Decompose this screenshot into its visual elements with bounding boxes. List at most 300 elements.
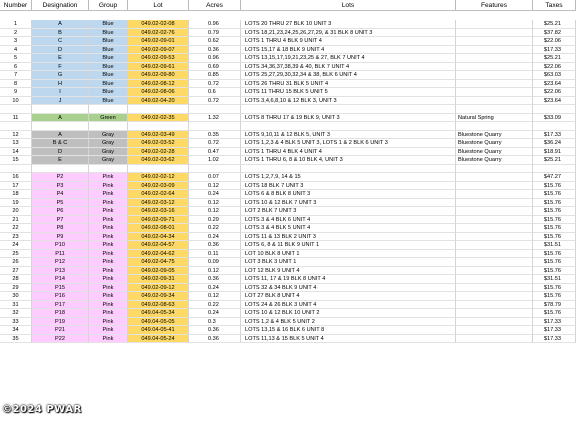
cell-lots[interactable]: LOTS 18,21,23,24,25,26,27,29, & 31 BLK 8 UNIT 3 bbox=[241, 29, 456, 38]
cell-designation[interactable]: P19 bbox=[32, 318, 89, 327]
cell-lot[interactable]: 049.02-09-07 bbox=[128, 46, 189, 55]
cell-lots[interactable]: LOTS 1,2 & 4 BLK 5 UNIT 2 bbox=[241, 318, 456, 327]
cell-designation[interactable]: P16 bbox=[32, 292, 89, 301]
cell-taxes[interactable]: $23.64 bbox=[533, 80, 576, 89]
cell-designation[interactable]: J bbox=[32, 97, 89, 106]
cell-number[interactable]: 7 bbox=[0, 71, 32, 80]
cell-taxes[interactable]: $22.06 bbox=[533, 37, 576, 46]
column-header-lots[interactable]: Lots bbox=[241, 0, 456, 11]
cell-designation[interactable]: B & C bbox=[32, 139, 89, 148]
cell-number[interactable]: 32 bbox=[0, 309, 32, 318]
cell-designation[interactable]: D bbox=[32, 148, 89, 157]
cell-taxes[interactable]: $25.21 bbox=[533, 54, 576, 63]
column-header-number[interactable]: Number bbox=[0, 0, 32, 11]
cell-taxes[interactable]: $63.03 bbox=[533, 71, 576, 80]
cell-designation[interactable]: P3 bbox=[32, 182, 89, 191]
cell-group[interactable]: Pink bbox=[89, 241, 128, 250]
cell-taxes[interactable]: $17.33 bbox=[533, 335, 576, 344]
cell-designation[interactable]: E bbox=[32, 54, 89, 63]
cell-number[interactable]: 16 bbox=[0, 173, 32, 182]
cell-taxes[interactable]: $31.51 bbox=[533, 275, 576, 284]
cell-lots[interactable]: LOTS 32 & 34 BLK 9 UNIT 4 bbox=[241, 284, 456, 293]
cell-group[interactable]: Blue bbox=[89, 29, 128, 38]
cell-lot[interactable]: 049.02-09-71 bbox=[128, 216, 189, 225]
cell-taxes[interactable] bbox=[533, 105, 576, 114]
cell-designation[interactable]: P9 bbox=[32, 233, 89, 242]
cell-group[interactable]: Blue bbox=[89, 54, 128, 63]
cell-designation[interactable]: P21 bbox=[32, 326, 89, 335]
cell-number[interactable]: 29 bbox=[0, 284, 32, 293]
cell-lot[interactable]: 049.02-02-76 bbox=[128, 29, 189, 38]
cell-lot[interactable]: 049.02-02-12 bbox=[128, 173, 189, 182]
cell-taxes[interactable]: $15.76 bbox=[533, 309, 576, 318]
cell-designation[interactable]: P7 bbox=[32, 216, 89, 225]
cell-designation[interactable] bbox=[32, 105, 89, 114]
cell-lots[interactable]: LOTS 13,15,17,19,21,23,25 & 27, BLK 7 UNIT 4 bbox=[241, 54, 456, 63]
cell-lots[interactable]: LOTS 18 BLK 7 UNIT 3 bbox=[241, 182, 456, 191]
cell-features[interactable] bbox=[456, 20, 533, 29]
cell-features[interactable] bbox=[456, 182, 533, 191]
cell-taxes[interactable]: $25.21 bbox=[533, 156, 576, 165]
cell-features[interactable]: Bluestone Quarry bbox=[456, 156, 533, 165]
cell-acres[interactable]: 0.36 bbox=[189, 335, 241, 344]
cell-acres[interactable]: 0.3 bbox=[189, 318, 241, 327]
cell-number[interactable]: 5 bbox=[0, 54, 32, 63]
cell-group[interactable] bbox=[89, 165, 128, 174]
cell-designation[interactable]: P15 bbox=[32, 284, 89, 293]
cell-lots[interactable]: LOTS 3,4,6,8,10 & 12 BLK 3, UNIT 3 bbox=[241, 97, 456, 106]
cell-taxes[interactable]: $17.33 bbox=[533, 131, 576, 140]
cell-acres[interactable]: 0.72 bbox=[189, 80, 241, 89]
cell-acres[interactable]: 0.36 bbox=[189, 275, 241, 284]
cell-taxes[interactable]: $15.76 bbox=[533, 216, 576, 225]
cell-lots[interactable] bbox=[241, 165, 456, 174]
cell-lots[interactable]: LOTS 6, 8 & 11 BLK 9 UNIT 1 bbox=[241, 241, 456, 250]
cell-group[interactable]: Blue bbox=[89, 46, 128, 55]
cell-lots[interactable]: LOTS 3 & 4 BLK 5 UNIT 4 bbox=[241, 224, 456, 233]
cell-lot[interactable]: 049.02-09-61 bbox=[128, 63, 189, 72]
cell-features[interactable] bbox=[456, 309, 533, 318]
cell-acres[interactable]: 0.35 bbox=[189, 131, 241, 140]
cell-lots[interactable]: LOTS 1,2,7,9, 14 & 15 bbox=[241, 173, 456, 182]
cell-lots[interactable]: LOTS 25,27,29,30,32,34 & 38, BLK 6 UNIT 4 bbox=[241, 71, 456, 80]
cell-group[interactable]: Pink bbox=[89, 267, 128, 276]
cell-taxes[interactable]: $31.51 bbox=[533, 241, 576, 250]
cell-lot[interactable]: 049.02-03-09 bbox=[128, 182, 189, 191]
cell-designation[interactable]: C bbox=[32, 37, 89, 46]
cell-group[interactable]: Pink bbox=[89, 318, 128, 327]
cell-taxes[interactable]: $15.76 bbox=[533, 250, 576, 259]
cell-group[interactable]: Pink bbox=[89, 335, 128, 344]
cell-acres[interactable] bbox=[189, 105, 241, 114]
column-header-features[interactable]: Features bbox=[456, 0, 533, 11]
cell-number[interactable]: 11 bbox=[0, 114, 32, 123]
cell-group[interactable]: Blue bbox=[89, 37, 128, 46]
cell-features[interactable] bbox=[456, 190, 533, 199]
cell-lots[interactable]: LOTS 8 THRU 17 & 19 BLK 9, UNIT 3 bbox=[241, 114, 456, 123]
cell-number[interactable]: 26 bbox=[0, 258, 32, 267]
cell-lot[interactable]: 049.02-08-12 bbox=[128, 80, 189, 89]
cell-taxes[interactable]: $22.06 bbox=[533, 63, 576, 72]
cell-number[interactable]: 21 bbox=[0, 216, 32, 225]
cell-number[interactable]: 15 bbox=[0, 156, 32, 165]
cell-lot[interactable]: 049.02-03-16 bbox=[128, 207, 189, 216]
cell-number[interactable]: 2 bbox=[0, 29, 32, 38]
cell-lots[interactable]: LOTS 26 THRU 31 BLK 5 UNIT 4 bbox=[241, 80, 456, 89]
cell-features[interactable]: Natural Spring bbox=[456, 114, 533, 123]
cell-acres[interactable]: 0.24 bbox=[189, 190, 241, 199]
cell-taxes[interactable]: $47.27 bbox=[533, 173, 576, 182]
cell-group[interactable]: Pink bbox=[89, 284, 128, 293]
column-header-acres[interactable]: Acres bbox=[189, 0, 241, 11]
cell-features[interactable] bbox=[456, 284, 533, 293]
cell-taxes[interactable]: $17.33 bbox=[533, 46, 576, 55]
cell-features[interactable] bbox=[456, 250, 533, 259]
cell-lots[interactable]: LOTS 6 & 8 BLK 8 UNIT 3 bbox=[241, 190, 456, 199]
cell-group[interactable]: Blue bbox=[89, 71, 128, 80]
cell-group[interactable]: Pink bbox=[89, 309, 128, 318]
cell-features[interactable] bbox=[456, 165, 533, 174]
cell-lot[interactable]: 049.02-09-12 bbox=[128, 284, 189, 293]
cell-lot[interactable] bbox=[128, 105, 189, 114]
cell-lot[interactable]: 049.02-09-34 bbox=[128, 292, 189, 301]
cell-acres[interactable]: 0.96 bbox=[189, 54, 241, 63]
cell-taxes[interactable]: $18.91 bbox=[533, 148, 576, 157]
cell-taxes[interactable]: $37.82 bbox=[533, 29, 576, 38]
cell-acres[interactable]: 0.72 bbox=[189, 97, 241, 106]
cell-designation[interactable]: P14 bbox=[32, 275, 89, 284]
cell-taxes[interactable]: $33.09 bbox=[533, 114, 576, 123]
cell-number[interactable]: 34 bbox=[0, 326, 32, 335]
cell-taxes[interactable]: $15.76 bbox=[533, 258, 576, 267]
cell-number[interactable]: 10 bbox=[0, 97, 32, 106]
cell-acres[interactable]: 0.09 bbox=[189, 258, 241, 267]
cell-lot[interactable]: 049.04-05-05 bbox=[128, 318, 189, 327]
cell-acres[interactable] bbox=[189, 165, 241, 174]
cell-lot[interactable]: 049.02-08-06 bbox=[128, 88, 189, 97]
cell-lot[interactable]: 049.02-03-52 bbox=[128, 139, 189, 148]
cell-lots[interactable]: LOTS 11 & 13 BLK 2 UNIT 3 bbox=[241, 233, 456, 242]
cell-acres[interactable]: 0.85 bbox=[189, 71, 241, 80]
cell-designation[interactable]: P12 bbox=[32, 258, 89, 267]
cell-number[interactable]: 9 bbox=[0, 88, 32, 97]
cell-lots[interactable]: LOTS 10 & 12 BLK 7 UNIT 3 bbox=[241, 199, 456, 208]
cell-number[interactable]: 12 bbox=[0, 131, 32, 140]
cell-acres[interactable]: 0.69 bbox=[189, 63, 241, 72]
cell-number[interactable]: 20 bbox=[0, 207, 32, 216]
cell-number[interactable]: 23 bbox=[0, 233, 32, 242]
cell-designation[interactable]: H bbox=[32, 80, 89, 89]
cell-taxes[interactable]: $15.76 bbox=[533, 292, 576, 301]
cell-group[interactable]: Pink bbox=[89, 173, 128, 182]
cell-number[interactable]: 30 bbox=[0, 292, 32, 301]
cell-acres[interactable]: 0.12 bbox=[189, 199, 241, 208]
cell-group[interactable]: Pink bbox=[89, 258, 128, 267]
cell-group[interactable]: Pink bbox=[89, 275, 128, 284]
cell-taxes[interactable] bbox=[533, 165, 576, 174]
cell-lots[interactable]: LOTS 24 & 26 BLK 3 UNIT 4 bbox=[241, 301, 456, 310]
cell-lots[interactable]: LOTS 10 & 12 BLK 10 UNIT 2 bbox=[241, 309, 456, 318]
cell-lots[interactable]: LOTS 34,36,37,38,39 & 40, BLK 7 UNIT 4 bbox=[241, 63, 456, 72]
cell-acres[interactable]: 1.32 bbox=[189, 114, 241, 123]
cell-lot[interactable]: 049.02-02-64 bbox=[128, 190, 189, 199]
cell-lot[interactable]: 049.02-04-57 bbox=[128, 241, 189, 250]
cell-acres[interactable]: 0.36 bbox=[189, 46, 241, 55]
cell-number[interactable]: 13 bbox=[0, 139, 32, 148]
cell-taxes[interactable]: $15.76 bbox=[533, 199, 576, 208]
cell-lot[interactable]: 049.02-03-12 bbox=[128, 199, 189, 208]
cell-number[interactable] bbox=[0, 105, 32, 114]
cell-lot[interactable]: 049.02-03-62 bbox=[128, 156, 189, 165]
cell-group[interactable]: Pink bbox=[89, 250, 128, 259]
cell-lot[interactable]: 049.02-09-05 bbox=[128, 267, 189, 276]
cell-features[interactable] bbox=[456, 71, 533, 80]
cell-number[interactable]: 22 bbox=[0, 224, 32, 233]
cell-designation[interactable]: B bbox=[32, 29, 89, 38]
cell-lots[interactable] bbox=[241, 105, 456, 114]
cell-designation[interactable]: P8 bbox=[32, 224, 89, 233]
cell-number[interactable] bbox=[0, 165, 32, 174]
cell-lots[interactable]: LOTS 15,17 & 18 BLK 9 UNIT 4 bbox=[241, 46, 456, 55]
cell-features[interactable] bbox=[456, 54, 533, 63]
cell-number[interactable]: 24 bbox=[0, 241, 32, 250]
cell-lots[interactable]: LOTS 11, 17 & 19 BLK 8 UNIT 4 bbox=[241, 275, 456, 284]
cell-designation[interactable]: P4 bbox=[32, 190, 89, 199]
cell-group[interactable] bbox=[89, 105, 128, 114]
cell-designation[interactable]: P6 bbox=[32, 207, 89, 216]
cell-acres[interactable]: 0.6 bbox=[189, 88, 241, 97]
cell-taxes[interactable]: $78.79 bbox=[533, 301, 576, 310]
cell-features[interactable] bbox=[456, 63, 533, 72]
cell-group[interactable]: Blue bbox=[89, 20, 128, 29]
cell-number[interactable]: 28 bbox=[0, 275, 32, 284]
cell-number[interactable]: 33 bbox=[0, 318, 32, 327]
cell-number[interactable]: 18 bbox=[0, 190, 32, 199]
cell-lot[interactable]: 049.02-09-53 bbox=[128, 54, 189, 63]
cell-features[interactable] bbox=[456, 258, 533, 267]
cell-group[interactable]: Pink bbox=[89, 224, 128, 233]
cell-features[interactable]: Bluestone Quarry bbox=[456, 148, 533, 157]
cell-acres[interactable]: 0.07 bbox=[189, 173, 241, 182]
cell-lot[interactable]: 049.02-09-31 bbox=[128, 275, 189, 284]
cell-group[interactable]: Pink bbox=[89, 182, 128, 191]
cell-group[interactable]: Blue bbox=[89, 88, 128, 97]
cell-lot[interactable] bbox=[128, 165, 189, 174]
cell-designation[interactable] bbox=[32, 122, 89, 131]
cell-acres[interactable] bbox=[189, 122, 241, 131]
cell-taxes[interactable]: $25.21 bbox=[533, 20, 576, 29]
cell-taxes[interactable]: $22.06 bbox=[533, 88, 576, 97]
cell-acres[interactable]: 0.12 bbox=[189, 267, 241, 276]
cell-lots[interactable]: LOT 3 BLK 3 UNIT 1 bbox=[241, 258, 456, 267]
cell-features[interactable] bbox=[456, 173, 533, 182]
cell-lots[interactable]: LOTS 1 THRU 6, 8 & 10 BLK 4, UNIT 3 bbox=[241, 156, 456, 165]
cell-taxes[interactable]: $23.64 bbox=[533, 97, 576, 106]
column-header-lot[interactable]: Lot bbox=[128, 0, 189, 11]
column-header-group[interactable]: Group bbox=[89, 0, 128, 11]
cell-number[interactable]: 1 bbox=[0, 20, 32, 29]
cell-features[interactable] bbox=[456, 29, 533, 38]
cell-designation[interactable]: E bbox=[32, 156, 89, 165]
cell-lots[interactable]: LOTS 1 THRU 4 BLK 4 UNIT 4 bbox=[241, 148, 456, 157]
cell-taxes[interactable]: $17.33 bbox=[533, 318, 576, 327]
cell-lots[interactable] bbox=[241, 122, 456, 131]
cell-group[interactable]: Green bbox=[89, 114, 128, 123]
cell-lots[interactable]: LOTS 9,10,11 & 12 BLK 5, UNIT 3 bbox=[241, 131, 456, 140]
cell-features[interactable] bbox=[456, 207, 533, 216]
cell-acres[interactable]: 0.12 bbox=[189, 207, 241, 216]
cell-designation[interactable]: P13 bbox=[32, 267, 89, 276]
cell-group[interactable]: Gray bbox=[89, 139, 128, 148]
cell-acres[interactable]: 0.79 bbox=[189, 29, 241, 38]
cell-features[interactable] bbox=[456, 88, 533, 97]
cell-group[interactable]: Pink bbox=[89, 207, 128, 216]
cell-group[interactable]: Pink bbox=[89, 199, 128, 208]
cell-designation[interactable]: A bbox=[32, 20, 89, 29]
cell-features[interactable] bbox=[456, 46, 533, 55]
cell-group[interactable]: Pink bbox=[89, 326, 128, 335]
cell-taxes[interactable]: $15.76 bbox=[533, 267, 576, 276]
cell-lots[interactable]: LOTS 3 & 4 BLK 6 UNIT 4 bbox=[241, 216, 456, 225]
cell-lots[interactable]: LOTS 13,15 & 16 BLK 6 UNIT 8 bbox=[241, 326, 456, 335]
cell-group[interactable]: Pink bbox=[89, 292, 128, 301]
cell-lots[interactable]: LOT 12 BLK 9 UNIT 4 bbox=[241, 267, 456, 276]
cell-number[interactable]: 4 bbox=[0, 46, 32, 55]
cell-features[interactable] bbox=[456, 292, 533, 301]
cell-lot[interactable]: 049.02-08-01 bbox=[128, 224, 189, 233]
cell-designation[interactable]: P5 bbox=[32, 199, 89, 208]
cell-taxes[interactable]: $15.76 bbox=[533, 284, 576, 293]
cell-group[interactable]: Gray bbox=[89, 156, 128, 165]
cell-lot[interactable]: 049.02-04-62 bbox=[128, 250, 189, 259]
cell-acres[interactable]: 0.24 bbox=[189, 284, 241, 293]
cell-features[interactable] bbox=[456, 335, 533, 344]
cell-lots[interactable]: LOTS 1,2,3 & 4 BLK 5 UNIT 3, LOTS 1 & 2 BLK 6 UNIT 3 bbox=[241, 139, 456, 148]
cell-features[interactable] bbox=[456, 233, 533, 242]
cell-features[interactable] bbox=[456, 318, 533, 327]
cell-features[interactable] bbox=[456, 122, 533, 131]
cell-designation[interactable]: P18 bbox=[32, 309, 89, 318]
cell-taxes[interactable]: $15.76 bbox=[533, 224, 576, 233]
cell-features[interactable] bbox=[456, 301, 533, 310]
cell-lots[interactable]: LOT 2 BLK 7 UNIT 3 bbox=[241, 207, 456, 216]
cell-acres[interactable]: 0.24 bbox=[189, 309, 241, 318]
cell-lot[interactable]: 049.02-02-08 bbox=[128, 20, 189, 29]
cell-group[interactable] bbox=[89, 122, 128, 131]
cell-lot[interactable]: 049.02-04-34 bbox=[128, 233, 189, 242]
cell-number[interactable]: 3 bbox=[0, 37, 32, 46]
cell-lots[interactable]: LOTS 20 THRU 27 BLK 10 UNIT 3 bbox=[241, 20, 456, 29]
cell-acres[interactable]: 0.22 bbox=[189, 301, 241, 310]
cell-lots[interactable]: LOT 10 BLK 8 UNIT 1 bbox=[241, 250, 456, 259]
cell-taxes[interactable] bbox=[533, 122, 576, 131]
cell-designation[interactable]: P17 bbox=[32, 301, 89, 310]
cell-lots[interactable]: LOTS 1 THRU 4 BLK 9 UNIT 4 bbox=[241, 37, 456, 46]
cell-designation[interactable]: P2 bbox=[32, 173, 89, 182]
cell-lot[interactable]: 049.02-02-35 bbox=[128, 114, 189, 123]
cell-group[interactable]: Gray bbox=[89, 131, 128, 140]
cell-designation[interactable]: A bbox=[32, 131, 89, 140]
cell-features[interactable] bbox=[456, 224, 533, 233]
cell-group[interactable]: Pink bbox=[89, 190, 128, 199]
cell-number[interactable]: 6 bbox=[0, 63, 32, 72]
cell-taxes[interactable]: $15.76 bbox=[533, 182, 576, 191]
cell-lot[interactable]: 049.04-05-41 bbox=[128, 326, 189, 335]
cell-designation[interactable]: F bbox=[32, 63, 89, 72]
cell-group[interactable]: Pink bbox=[89, 216, 128, 225]
cell-number[interactable]: 14 bbox=[0, 148, 32, 157]
cell-group[interactable]: Pink bbox=[89, 301, 128, 310]
cell-lot[interactable]: 049.04-05-24 bbox=[128, 335, 189, 344]
cell-taxes[interactable]: $15.76 bbox=[533, 233, 576, 242]
cell-acres[interactable]: 0.24 bbox=[189, 233, 241, 242]
cell-number[interactable]: 25 bbox=[0, 250, 32, 259]
cell-features[interactable] bbox=[456, 326, 533, 335]
cell-acres[interactable]: 1.02 bbox=[189, 156, 241, 165]
cell-taxes[interactable]: $36.24 bbox=[533, 139, 576, 148]
cell-features[interactable] bbox=[456, 97, 533, 106]
cell-lots[interactable]: LOTS 11 THRU 15 BLK 5 UNIT 5 bbox=[241, 88, 456, 97]
cell-group[interactable]: Pink bbox=[89, 233, 128, 242]
cell-designation[interactable]: A bbox=[32, 114, 89, 123]
cell-number[interactable]: 31 bbox=[0, 301, 32, 310]
cell-features[interactable]: Bluestone Quarry bbox=[456, 139, 533, 148]
cell-features[interactable] bbox=[456, 216, 533, 225]
cell-acres[interactable]: 0.62 bbox=[189, 37, 241, 46]
cell-features[interactable] bbox=[456, 267, 533, 276]
cell-lot[interactable]: 049.02-04-75 bbox=[128, 258, 189, 267]
cell-acres[interactable]: 0.47 bbox=[189, 148, 241, 157]
cell-number[interactable]: 19 bbox=[0, 199, 32, 208]
cell-lot[interactable]: 049.02-08-63 bbox=[128, 301, 189, 310]
cell-taxes[interactable]: $15.76 bbox=[533, 190, 576, 199]
cell-acres[interactable]: 0.72 bbox=[189, 139, 241, 148]
cell-acres[interactable]: 0.12 bbox=[189, 292, 241, 301]
cell-designation[interactable]: P22 bbox=[32, 335, 89, 344]
cell-lot[interactable]: 049.02-09-80 bbox=[128, 71, 189, 80]
cell-lot[interactable]: 049.02-02-28 bbox=[128, 148, 189, 157]
column-header-taxes[interactable]: Taxes bbox=[533, 0, 576, 11]
cell-features[interactable] bbox=[456, 199, 533, 208]
cell-lot[interactable]: 049.02-09-01 bbox=[128, 37, 189, 46]
cell-designation[interactable] bbox=[32, 165, 89, 174]
cell-taxes[interactable]: $17.33 bbox=[533, 326, 576, 335]
cell-group[interactable]: Blue bbox=[89, 97, 128, 106]
column-header-designation[interactable]: Designation bbox=[32, 0, 89, 11]
cell-taxes[interactable]: $15.76 bbox=[533, 207, 576, 216]
cell-features[interactable]: Bluestone Quarry bbox=[456, 131, 533, 140]
cell-lot[interactable]: 049.02-04-20 bbox=[128, 97, 189, 106]
cell-acres[interactable]: 0.29 bbox=[189, 216, 241, 225]
cell-acres[interactable]: 0.22 bbox=[189, 224, 241, 233]
cell-designation[interactable]: I bbox=[32, 88, 89, 97]
cell-features[interactable] bbox=[456, 37, 533, 46]
cell-number[interactable]: 35 bbox=[0, 335, 32, 344]
cell-features[interactable] bbox=[456, 275, 533, 284]
cell-acres[interactable]: 0.96 bbox=[189, 20, 241, 29]
cell-number[interactable]: 27 bbox=[0, 267, 32, 276]
cell-designation[interactable]: P11 bbox=[32, 250, 89, 259]
cell-number[interactable]: 17 bbox=[0, 182, 32, 191]
cell-acres[interactable]: 0.12 bbox=[189, 182, 241, 191]
cell-lots[interactable]: LOT 27 BLK 8 UNIT 4 bbox=[241, 292, 456, 301]
cell-number[interactable] bbox=[0, 122, 32, 131]
cell-lots[interactable]: LOTS 11,13 & 15 BLK 5 UNIT 4 bbox=[241, 335, 456, 344]
cell-features[interactable] bbox=[456, 241, 533, 250]
cell-acres[interactable]: 0.36 bbox=[189, 241, 241, 250]
cell-designation[interactable]: G bbox=[32, 71, 89, 80]
cell-features[interactable] bbox=[456, 80, 533, 89]
